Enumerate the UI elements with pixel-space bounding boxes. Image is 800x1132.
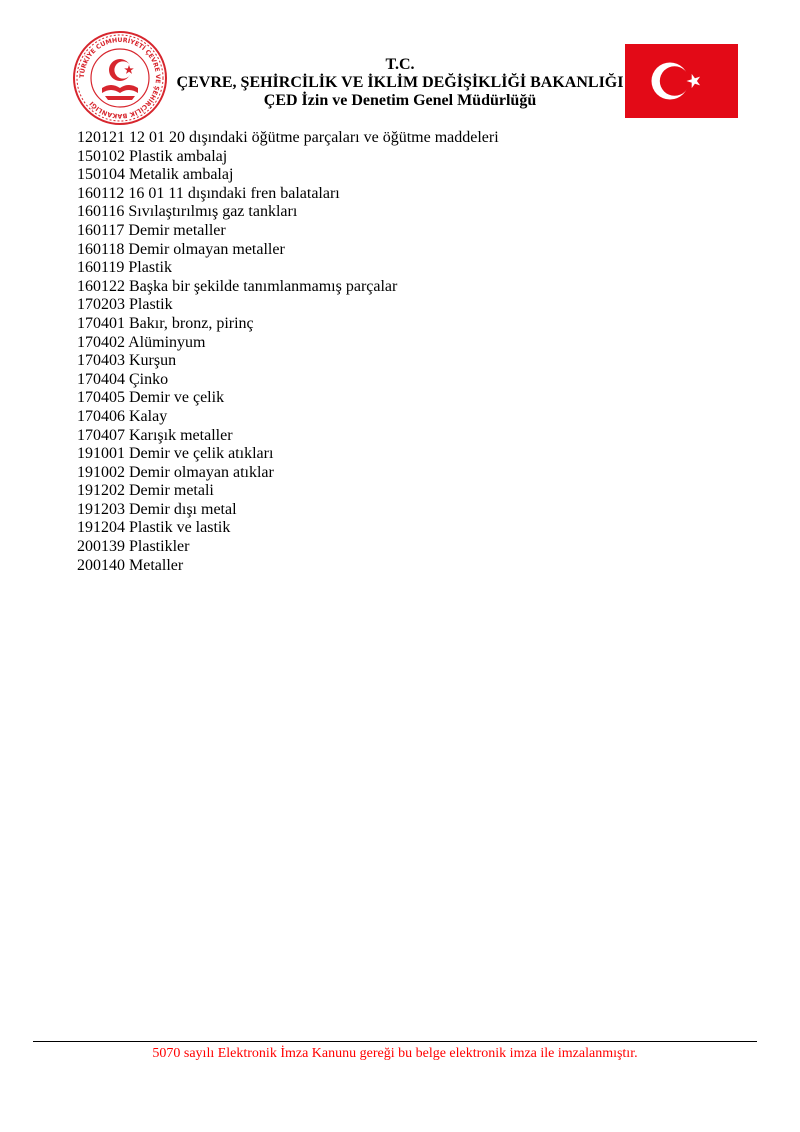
list-item: 120121 12 01 20 dışındaki öğütme parçaları ve öğütme maddeleri bbox=[77, 129, 499, 146]
header-line-tc: T.C. bbox=[385, 56, 415, 73]
svg-text:TÜRKİYE CUMHURİYETİ ÇEVRE VE Ş: TÜRKİYE CUMHURİYETİ ÇEVRE VE ŞEHİRCİLİK BAKANLIĞI bbox=[78, 36, 162, 120]
header-line-directorate: ÇED İzin ve Denetim Genel Müdürlüğü bbox=[263, 92, 537, 109]
list-item: 160122 Başka bir şekilde tanımlanmamış parçalar bbox=[77, 277, 398, 295]
header-line-ministry: ÇEVRE, ŞEHİRCİLİK VE İKLİM DEĞİŞİKLİĞİ BAKANLIĞI bbox=[176, 74, 624, 91]
list-item: 170407 Karışık metaller bbox=[77, 426, 233, 444]
footer-divider bbox=[33, 1041, 757, 1042]
ministry-seal-logo bbox=[72, 30, 168, 126]
e-signature-notice: 5070 sayılı Elektronik İmza Kanunu gereği bu belge elektronik imza ile imzalanmıştır. bbox=[152, 1046, 638, 1061]
list-item: 150104 Metalik ambalaj bbox=[77, 166, 234, 184]
list-item: 191204 Plastik ve lastik bbox=[77, 519, 231, 537]
list-item: 170405 Demir ve çelik bbox=[77, 389, 225, 407]
list-item: 150102 Plastik ambalaj bbox=[77, 147, 228, 165]
list-item: 160119 Plastik bbox=[77, 259, 172, 277]
list-item: 170402 Alüminyum bbox=[77, 333, 206, 351]
list-item: 200139 Plastikler bbox=[77, 538, 190, 556]
list-item: 191002 Demir olmayan atıklar bbox=[77, 463, 274, 481]
list-item: 170403 Kurşun bbox=[77, 352, 177, 370]
list-item: 191202 Demir metali bbox=[77, 482, 214, 500]
list-item: 191203 Demir dışı metal bbox=[77, 500, 237, 518]
list-item: 200140 Metaller bbox=[77, 556, 184, 574]
waste-code-list bbox=[77, 129, 499, 575]
list-item: 160112 16 01 11 dışındaki fren balataları bbox=[77, 184, 340, 202]
list-item: 191001 Demir ve çelik atıkları bbox=[77, 445, 274, 463]
turkish-flag-icon bbox=[625, 44, 738, 118]
list-item: 170401 Bakır, bronz, pirinç bbox=[77, 314, 254, 332]
list-item: 170203 Plastik bbox=[77, 296, 173, 314]
list-item: 170404 Çinko bbox=[77, 370, 169, 388]
list-item: 160116 Sıvılaştırılmış gaz tankları bbox=[77, 203, 298, 221]
list-item: 170406 Kalay bbox=[77, 407, 168, 425]
list-item: 160118 Demir olmayan metaller bbox=[77, 240, 285, 258]
list-item: 160117 Demir metaller bbox=[77, 221, 226, 239]
letterhead bbox=[170, 56, 630, 110]
